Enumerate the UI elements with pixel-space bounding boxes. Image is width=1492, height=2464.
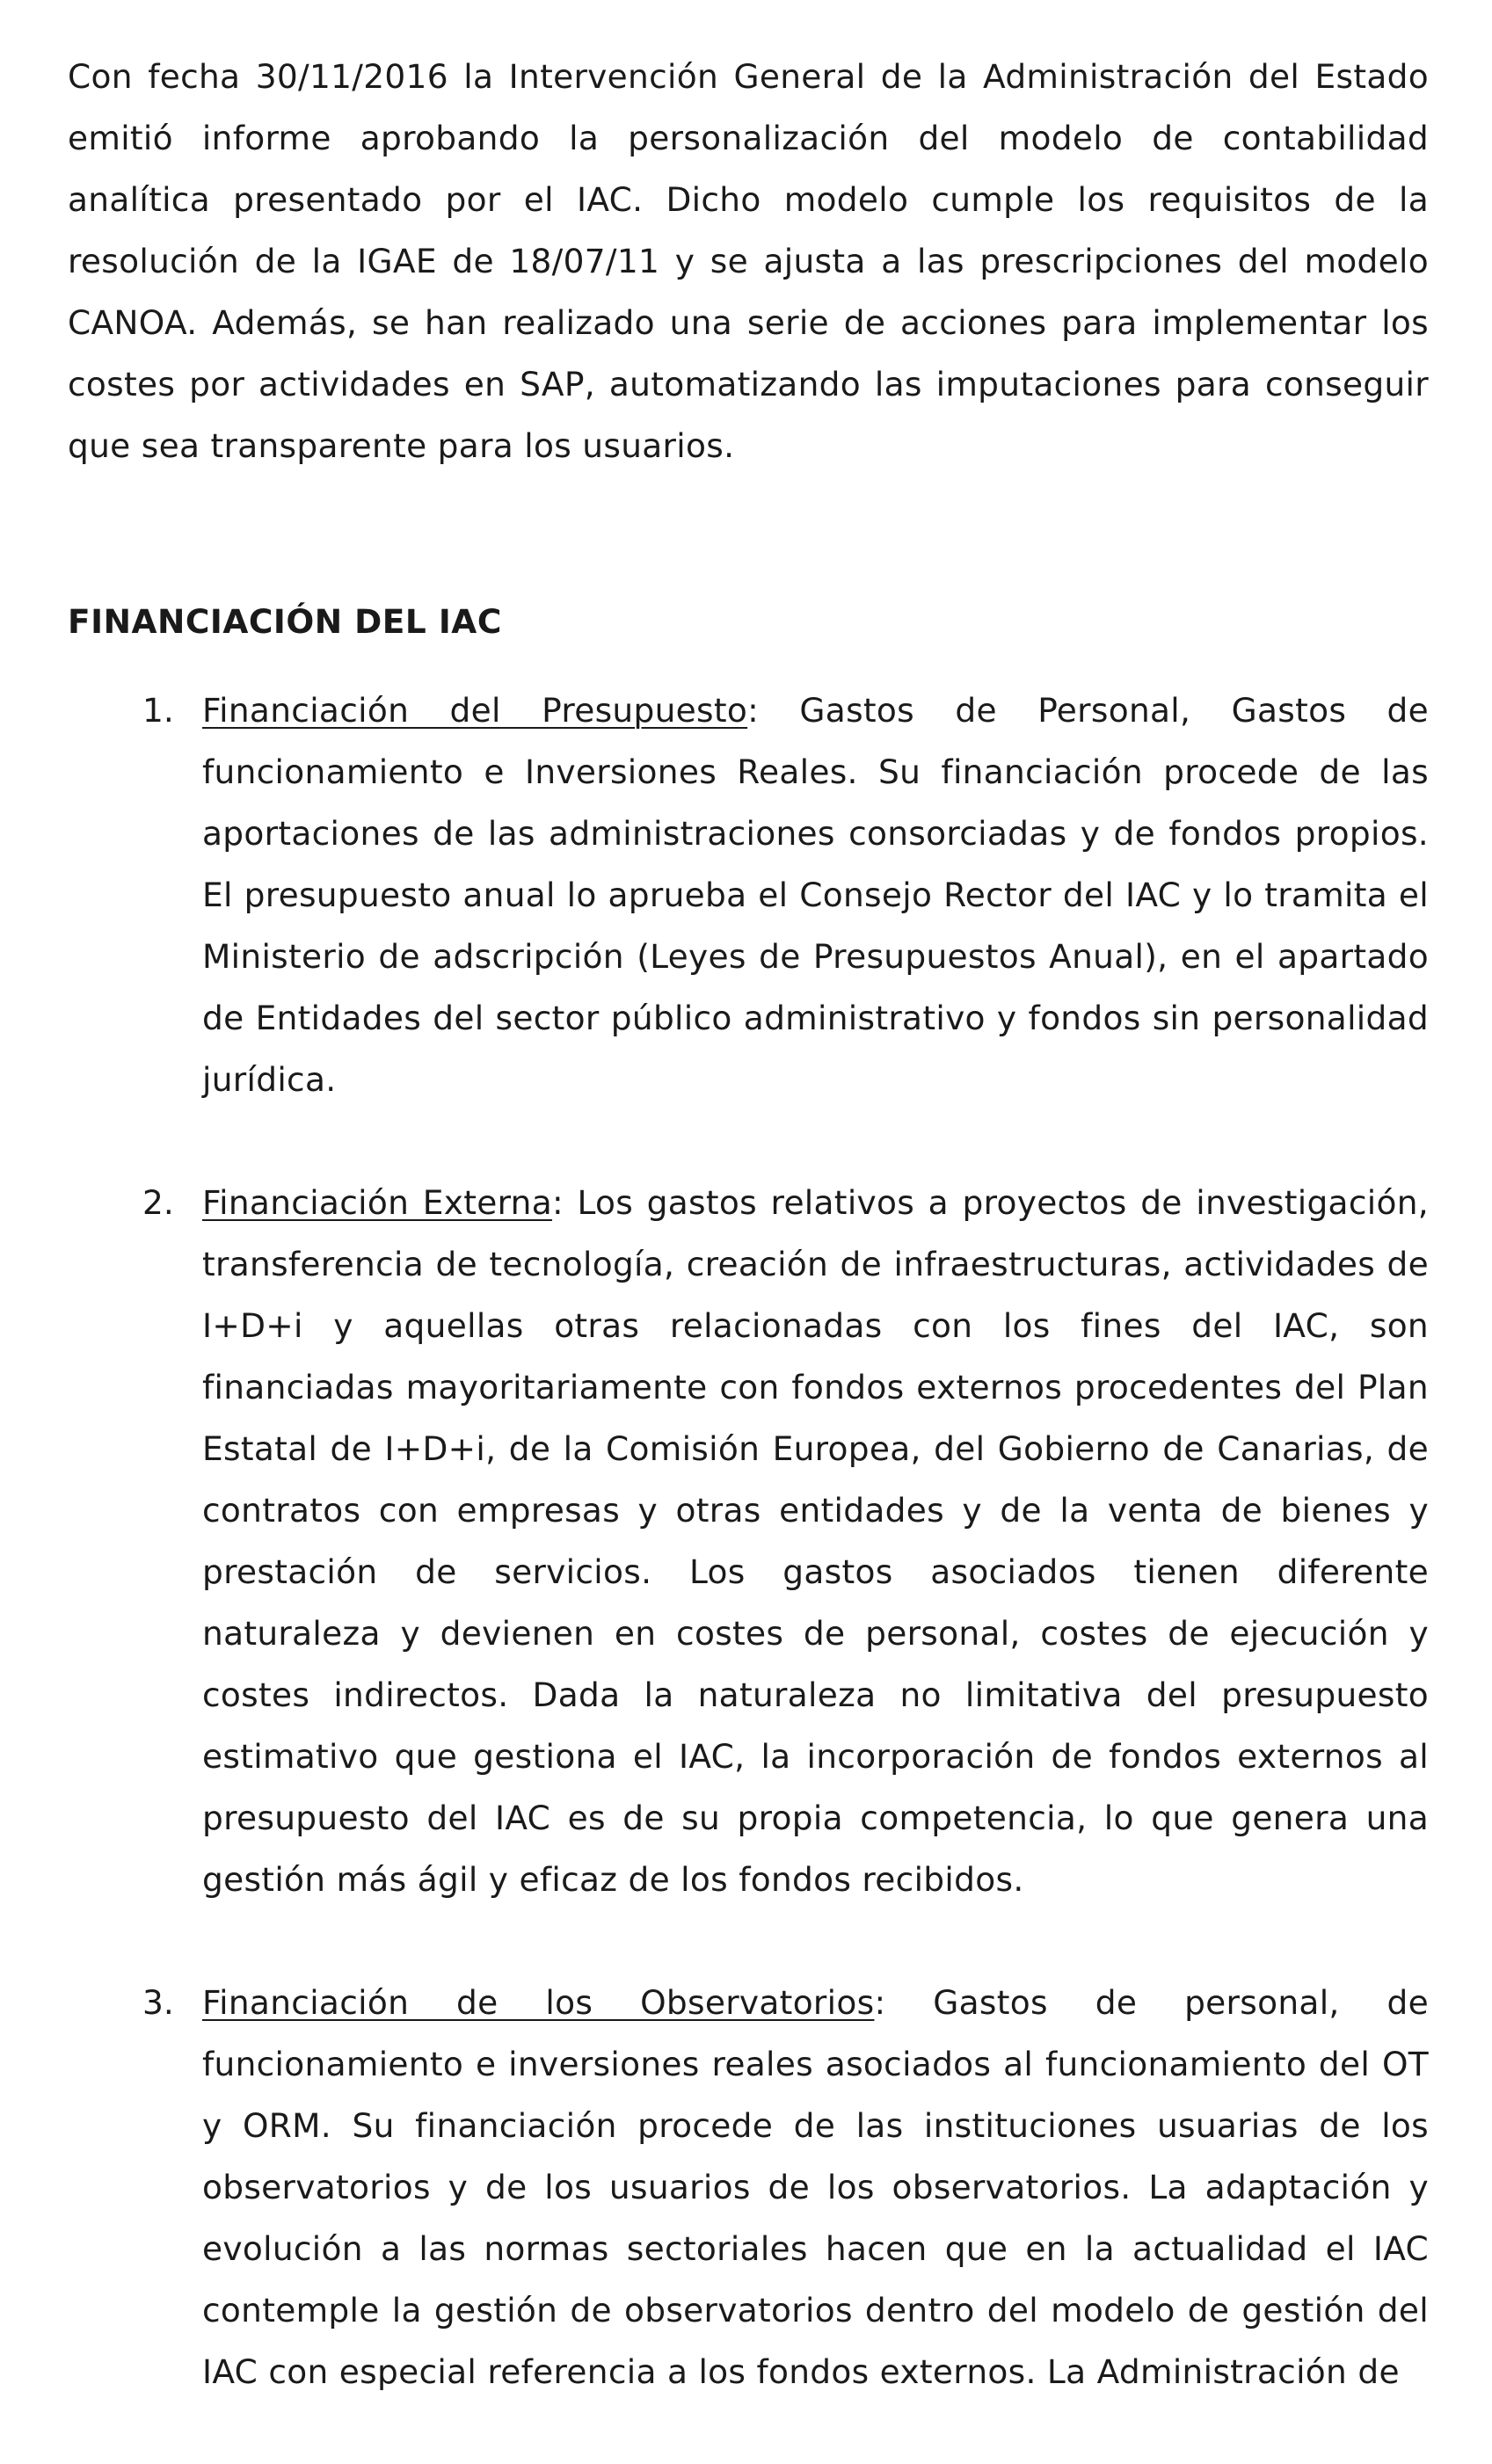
list-item-number: 2.	[142, 1183, 174, 1222]
intro-paragraph: Con fecha 30/11/2016 la Intervención General de la Administración del Estado emitió informe aprobando la personalización del modelo de contabilidad analítica presentado por el IAC. Dicho modelo cumple los requisitos de la resolución de la IGAE de 18/07/11 y se ajusta a las prescripciones del modelo CANOA. Además, se han realizado una serie de acciones para implementar los costes por actividades en SAP, automatizando las imputaciones para conseguir que sea transparente para los usuarios.	[68, 57, 1429, 465]
list-item-title: Financiación de los Observatorios	[202, 1983, 875, 2022]
list-item-body: : Los gastos relativos a proyectos de investigación, transferencia de tecnología, creación de infraestructuras, actividades de I+D+i y aquellas otras relacionadas con los fines del IAC, son financiadas mayoritariamente con fondos externos procedentes del Plan Estatal de I+D+i, de la Comisión Europea, del Gobierno de Canarias, de contratos con empresas y otras entidades y de la venta de bienes y prestación de servicios. Los gastos asociados tienen diferente naturaleza y devienen en costes de personal, costes de ejecución y costes indirectos. Dada la naturaleza no limitativa del presupuesto estimativo que gestiona el IAC, la incorporación de fondos externos al presupuesto del IAC es de su propia competencia, lo que genera una gestión más ágil y eficaz de los fondos recibidos.	[202, 1183, 1430, 1899]
list-item-number: 1.	[142, 691, 174, 730]
section-heading: FINANCIACIÓN DEL IAC	[68, 602, 502, 641]
list-item-title: Financiación del Presupuesto	[202, 691, 748, 730]
list-item-body: : Gastos de Personal, Gastos de funcionamiento e Inversiones Reales. Su financiación procede de las aportaciones de las administraciones consorciadas y de fondos propios. El presupuesto anual lo aprueba el Consejo Rector del IAC y lo tramita el Ministerio de adscripción (Leyes de Presupuestos Anual), en el apartado de Entidades del sector público administrativo y fondos sin personalidad jurídica.	[202, 691, 1429, 1099]
list-item-text	[202, 1972, 1429, 2402]
list-item-text	[202, 1172, 1429, 1910]
list-item-number: 3.	[142, 1983, 174, 2022]
list-item-body: : Gastos de personal, de funcionamiento e inversiones reales asociados al funcionamiento del OT y ORM. Su financiación procede de las instituciones usuarias de los observatorios y de los usuarios de los observatorios. La adaptación y evolución a las normas sectoriales hacen que en la actualidad el IAC contemple la gestión de observatorios dentro del modelo de gestión del IAC con especial referencia a los fondos externos. La Administración de	[202, 1983, 1429, 2391]
document-body	[68, 46, 1429, 2464]
list-item	[68, 1172, 1429, 1910]
list-item-title: Financiación Externa	[202, 1183, 552, 1222]
list-item	[68, 1972, 1429, 2402]
list-item-text	[202, 680, 1429, 1110]
list-item	[68, 680, 1429, 1110]
